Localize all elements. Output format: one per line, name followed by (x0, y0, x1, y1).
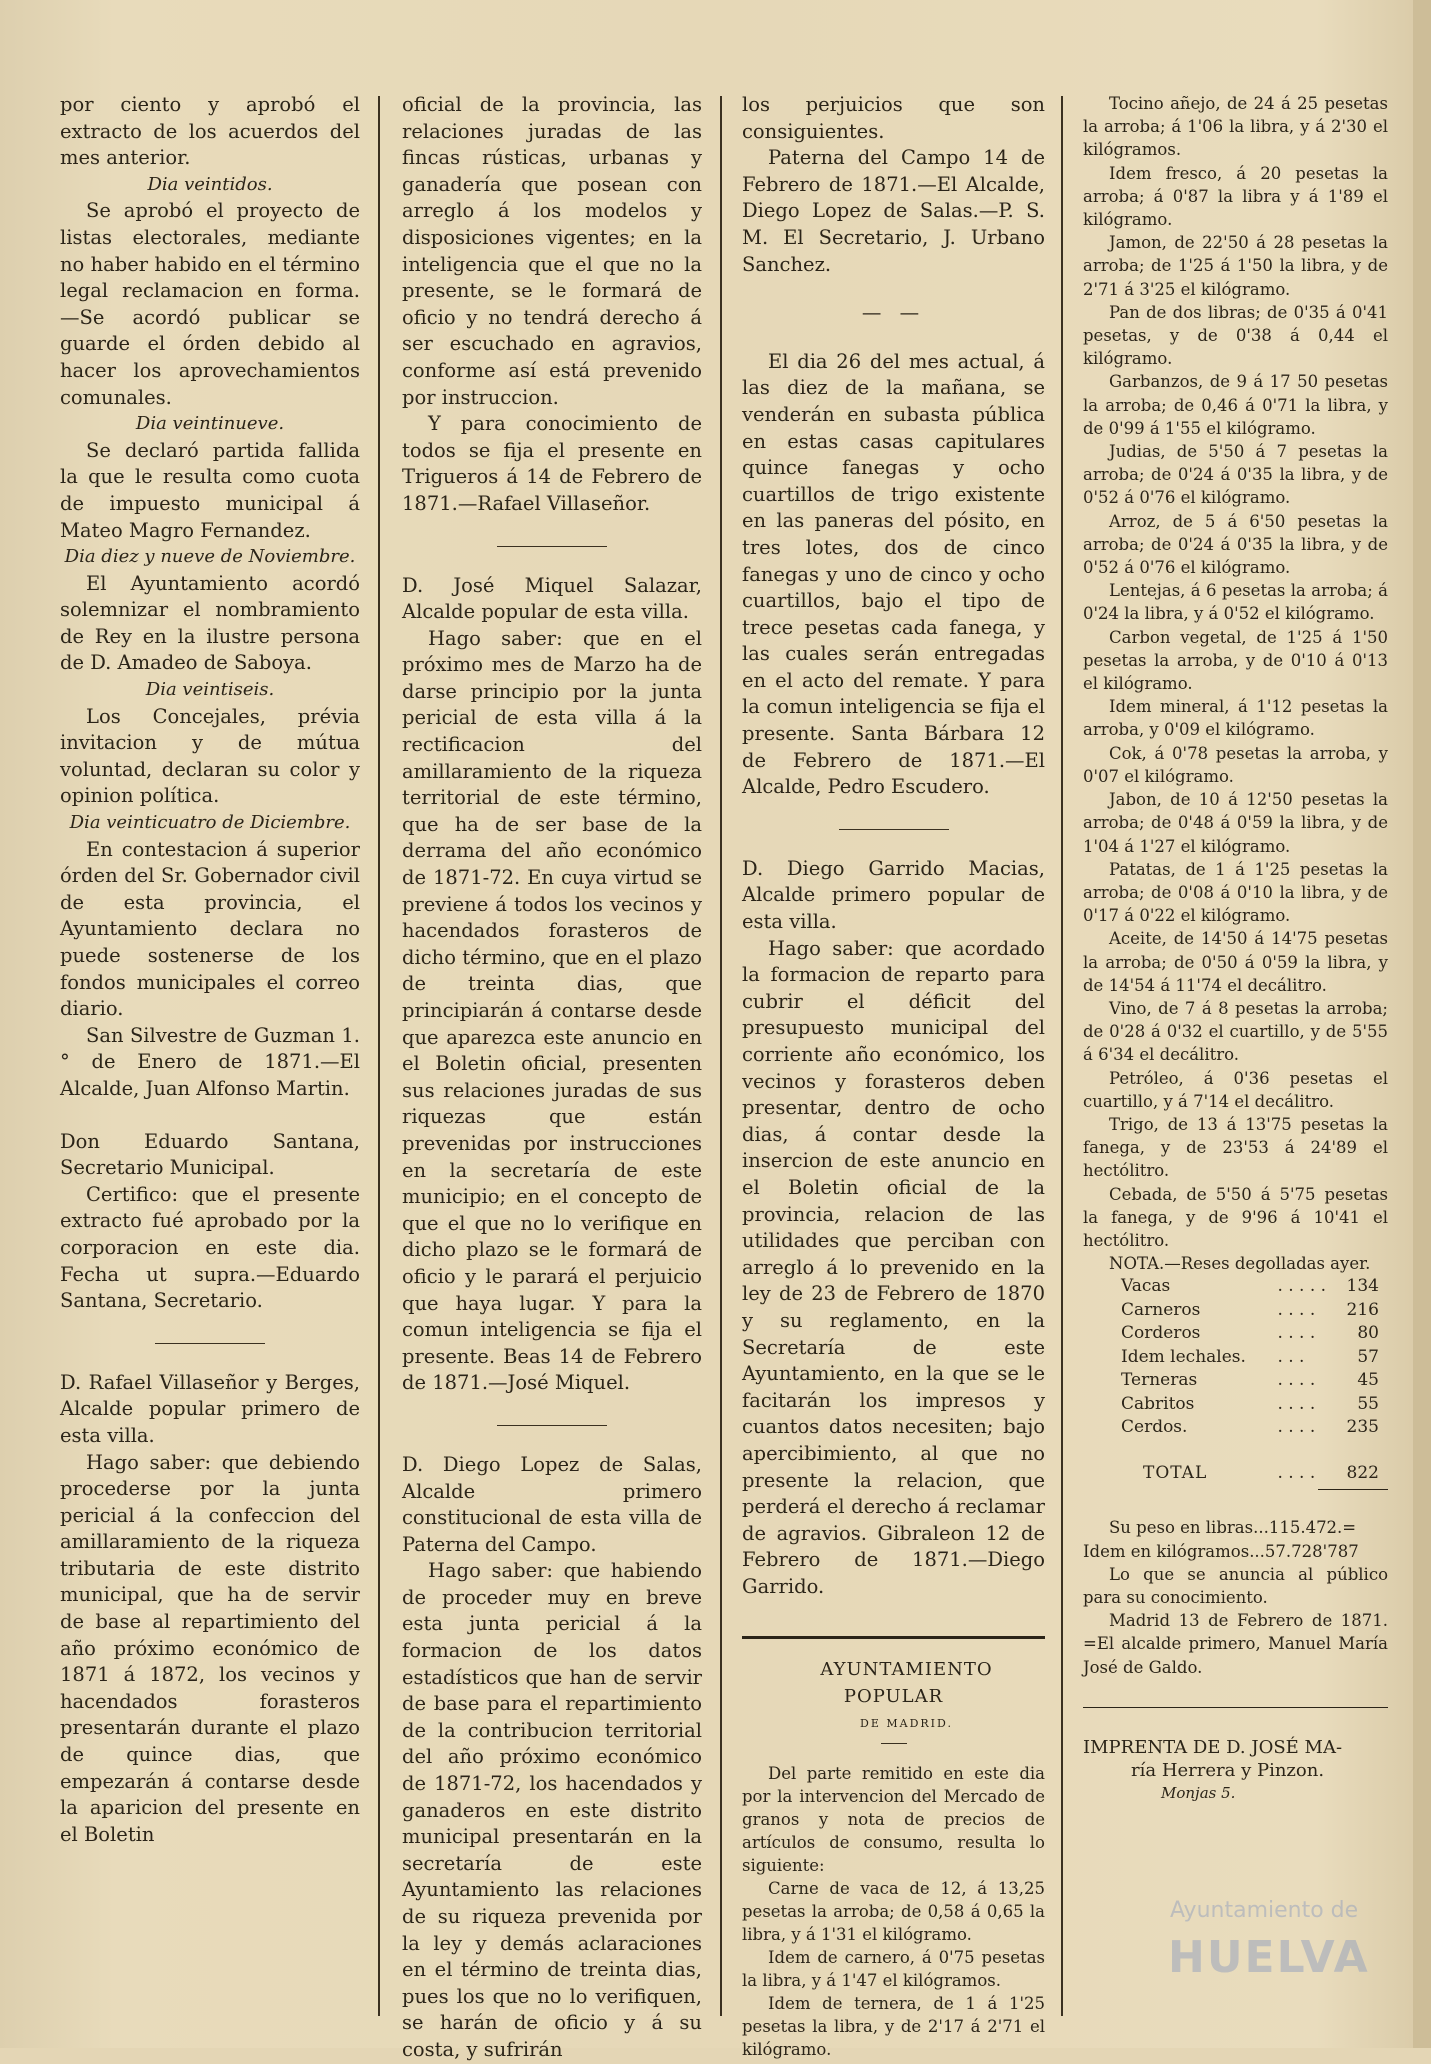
paragraph: por ciento y aprobó el extracto de los acuerdos del mes anterior. (60, 93, 360, 170)
cattle-value: 55 (1357, 1393, 1379, 1414)
column-1 (60, 92, 360, 2022)
paragraph: D. Rafael Villaseñor y Berges, Alcalde popular primero de esta villa. (60, 1370, 360, 1447)
section-separator (497, 546, 607, 547)
paragraph: Don Eduardo Santana, Secretario Municipal. (60, 1129, 360, 1180)
cattle-value: 45 (1357, 1370, 1379, 1391)
price-item: Lentejas, á 6 pesetas la arroba; á 0'24 la libra, y á 0'52 el kilógramo. (1083, 581, 1388, 624)
price-item: Idem mineral, á 1'12 pesetas la arroba, y 0'09 el kilógramo. (1083, 697, 1388, 740)
paragraph: Hago saber: que en el próximo mes de Marzo ha de darse principio por la junta pericial de esta villa á la rectificacion del amillaramiento de la riqueza territorial de este término, que ha de ser base de la derrama del año económico de 1871-72. En cuya virtud se previene á todos los vecinos y hacendados forasteros de dicho término, que en el plazo de treinta dias, que principiarán á contarse desde que aparezca este anuncio en el Boletin oficial, presenten sus relaciones juradas de sus riquezas que están prevenidas por instrucciones en la secretaría de este municipio; en el concepto de que el que no lo verifique en dicho plazo se le formará de oficio y le parará el perjuicio que haya lugar. Y para la comun inteligencia se fija el presente. Beas 14 de Febrero de 1871.—José Miquel. (402, 626, 702, 1395)
price-item: Idem de ternera, de 1 á 1'25 pesetas la libra, y de 2'17 á 2'71 el kilógramo. (742, 1994, 1045, 2060)
paragraph: El Ayuntamiento acordó solemnizar el nombramiento de Rey en la ilustre persona de D. Amadeo de Saboya. (60, 571, 360, 675)
column-rule (720, 96, 722, 2016)
price-item: Carbon vegetal, de 1'25 á 1'50 pesetas la arroba, y de 0'10 á 0'13 el kilógramo. (1083, 627, 1388, 694)
total-value: 822 (1346, 1462, 1379, 1483)
weight-kg: Idem en kilógramos...57.728'787 (1083, 1541, 1359, 1561)
stamp-logo-text: HUELVA (1168, 1932, 1370, 1983)
paragraph: D. Diego Lopez de Salas, Alcalde primero constitucional de esta villa de Paterna del Campo. (402, 1452, 702, 1556)
price-item: Jamon, de 22'50 á 28 pesetas la arroba; de 1'25 á 1'50 la libra, y de 2'71 á 3'25 el kilógramo. (1083, 233, 1388, 299)
column-2 (402, 92, 702, 2061)
cattle-dots: . . . . (1277, 1370, 1316, 1391)
paragraph: Y para conocimiento de todos se fija el presente en Trigueros á 14 de Febrero de 1871.—Rafael Villaseñor. (402, 412, 702, 515)
paragraph: Se aprobó el proyecto de listas electorales, mediante no haber habido en el término legal reclamacion en forma. —Se acordó publicar se guarde el órden debido al hacer los aprovechamientos comunales. (60, 199, 360, 409)
paragraph: Hago saber: que debiendo procederse por la junta pericial á la confeccion del amillaramiento de la riqueza tributaria de este distrito municipal, que ha de servir de base al repartimiento del año próximo económico de 1871 á 1872, los vecinos y hacendados forasteros presentarán durante el plazo de quince dias, que empezarán á contarse desde la aparicion del presente en el Boletin (60, 1450, 360, 1846)
page-edge (1413, 0, 1431, 2048)
cattle-name: Terneras (1121, 1370, 1198, 1391)
cattle-name: Corderos (1121, 1323, 1201, 1344)
stamp-line: Ayuntamiento de (1170, 1898, 1359, 1923)
cattle-name: Carneros (1121, 1299, 1201, 1320)
column-rule (378, 96, 380, 2016)
price-item: Tocino añejo, de 24 á 25 pesetas la arroba; á 1'06 la libra, y á 2'30 el kilógramos. (1083, 94, 1388, 160)
column-rule (1061, 96, 1063, 2016)
imprint-line: ría Herrera y Pinzon. (1131, 1759, 1325, 1781)
table-row (1121, 1416, 1379, 1440)
cattle-dots: . . . . . (1277, 1276, 1327, 1297)
paragraph: Paterna del Campo 14 de Febrero de 1871.—El Alcalde, Diego Lopez de Salas.—P. S. M. El Secretario, J. Urbano Sanchez. (742, 146, 1045, 276)
price-item: Petróleo, á 0'36 pesetas el cuartillo, y á 7'14 el decálitro. (1083, 1068, 1388, 1111)
paragraph: D. José Miquel Salazar, Alcalde popular de esta villa. (402, 573, 702, 624)
price-item: Pan de dos libras; de 0'35 á 0'41 pesetas, y de 0'38 á 0,44 el kilógramo. (1083, 302, 1388, 369)
price-item: Aceite, de 14'50 á 14'75 pesetas la arroba; de 0'50 á 0'59 la libra, y de 14'54 á 11'74 el decálitro. (1083, 929, 1388, 995)
weight-libras: Su peso en libras...115.472.= (1109, 1518, 1357, 1538)
imprint-line: IMPRENTA DE D. JOSÉ MA- (1083, 1736, 1343, 1758)
dash-separator: — — (861, 301, 926, 325)
cattle-name: Cerdos. (1121, 1417, 1188, 1438)
cattle-value: 57 (1357, 1346, 1379, 1367)
section-subheading: DE MADRID. (860, 1716, 953, 1730)
cattle-dots: . . . . (1277, 1417, 1316, 1438)
total-dots: . . . . (1277, 1462, 1316, 1483)
cattle-dots: . . . . (1277, 1323, 1316, 1344)
price-item: Trigo, de 13 á 13'75 pesetas la fanega, y de 23'53 á 24'89 el hectólitro. (1083, 1114, 1388, 1181)
price-list (1083, 92, 1388, 1252)
paragraph: Se declaró partida fallida la que le resulta como cuota de impuesto municipal á Mateo Magro Fernandez. (60, 438, 360, 542)
section-heading: AYUNTAMIENTO POPULAR (820, 1659, 993, 1708)
cattle-name: Vacas (1121, 1276, 1171, 1297)
cattle-dots: . . . . (1277, 1299, 1316, 1320)
nota-line: NOTA.—Reses degolladas ayer. (1109, 1254, 1371, 1274)
column-4 (1083, 92, 1388, 2022)
price-item: Patatas, de 1 á 1'25 pesetas la arroba; de 0'08 á 0'10 la libra, y de 0'17 á 0'22 el kilógramo. (1083, 859, 1388, 926)
total-row (1121, 1440, 1379, 1486)
session-date: Dia diez y nueve de Noviembre. (64, 546, 356, 568)
cattle-dots: . . . . (1277, 1393, 1316, 1414)
paragraph: Del parte remitido en este dia por la intervencion del Mercado de granos y nota de precios de artículos de consumo, resulta lo siguiente: (742, 1764, 1045, 1876)
section-separator (839, 829, 949, 830)
table-row (1121, 1346, 1379, 1370)
paragraph: oficial de la provincia, las relaciones juradas de las fincas rústicas, urbanas y ganadería que posean con arreglo á los modelos y disposiciones vigentes; en la inteligencia que el que no la presente, se le formará de oficio y no tendrá derecho á ser escuchado en agravios, conforme así está prevenido por instruccion. (402, 93, 702, 409)
cattle-value: 235 (1346, 1417, 1379, 1438)
total-label: TOTAL (1143, 1462, 1208, 1483)
session-date: Dia veinticuatro de Diciembre. (69, 812, 351, 834)
session-date: Dia veintiseis. (145, 679, 275, 701)
heavy-rule (742, 1636, 1045, 1639)
paragraph: D. Diego Garrido Macias, Alcalde primero popular de esta villa. (742, 856, 1045, 934)
paragraph: Lo que se anuncia al público para su conocimiento. (1083, 1564, 1388, 1607)
price-item: Carne de vaca de 12, á 13,25 pesetas la arroba; de 0,58 á 0,65 la libra, y á 1'31 el kilógramo. (742, 1879, 1045, 1945)
cattle-name: Idem lechales. (1121, 1346, 1246, 1367)
cattle-name: Cabritos (1121, 1393, 1195, 1414)
table-row (1121, 1299, 1379, 1323)
price-item: Judias, de 5'50 á 7 pesetas la arroba; de 0'24 á 0'35 la libra, y de 0'52 á 0'76 el kilógramo. (1083, 442, 1388, 508)
imprint-address: Monjas 5. (1161, 1784, 1236, 1803)
slaughter-table (1121, 1275, 1379, 1485)
table-row (1121, 1369, 1379, 1393)
cattle-value: 216 (1346, 1299, 1379, 1320)
price-item: Cok, á 0'78 pesetas la arroba, y 0'07 el kilógramo. (1083, 743, 1388, 786)
paragraph: Hago saber: que habiendo de proceder muy en breve esta junta pericial á la formacion de los datos estadísticos que han de servir de base para el repartimiento de la contribucion territorial del año próximo económico de 1871-72, los hacendados y ganaderos en este distrito municipal presentarán en la secretaría de este Ayuntamiento las relaciones de su riqueza prevenida por la ley y demás aclaraciones en el término de treinta dias, pues los que no lo verifiquen, se harán de oficio y á su costa, y sufrirán (402, 1559, 702, 2061)
cattle-value: 80 (1357, 1323, 1379, 1344)
printer-imprint (1083, 1707, 1388, 1806)
price-item: Jabon, de 10 á 12'50 pesetas la arroba; de 0'48 á 0'59 la libra, y de 1'04 á 1'27 el kilógramo. (1083, 790, 1388, 856)
cattle-dots: . . . (1277, 1346, 1305, 1367)
price-item: Vino, de 7 á 8 pesetas la arroba; de 0'28 á 0'32 el cuartillo, y de 5'55 á 6'34 el decálitro. (1083, 998, 1388, 1065)
price-item: Garbanzos, de 9 á 17 50 pesetas la arroba; de 0,46 á 0'71 la libra, y de 0'99 á 1'55 el kilógramo. (1083, 372, 1388, 438)
table-row (1121, 1393, 1379, 1417)
paragraph: Certifico: que el presente extracto fué aprobado por la corporacion en este dia. Fecha ut supra.—Eduardo Santana, Secretario. (60, 1182, 360, 1313)
paragraph: El dia 26 del mes actual, á las diez de la mañana, se venderán en subasta pública en estas casas capitulares quince fanegas y ocho cuartillos de trigo existente en las paneras del pósito, en tres lotes, dos de cinco fanegas y uno de cinco y ocho cuartillos, bajo el tipo de trece pesetas cada fanega, y las cuales serán entregadas en el acto del remate. Y para la comun inteligencia se fija el presente. Santa Bárbara 12 de Febrero de 1871.—El Alcalde, Pedro Escudero. (742, 349, 1045, 799)
price-item: Idem fresco, á 20 pesetas la arroba; á 0'87 la libra y á 1'89 el kilógramo. (1083, 163, 1388, 230)
column-3 (742, 92, 1045, 2060)
cattle-value: 134 (1346, 1276, 1379, 1297)
table-row (1121, 1275, 1379, 1299)
mini-rule (881, 1743, 907, 1744)
price-item: Cebada, de 5'50 á 5'75 pesetas la fanega, y de 9'96 á 10'41 el hectólitro. (1083, 1184, 1388, 1250)
paragraph: los perjuicios que son consiguientes. (742, 93, 1045, 143)
price-item: Idem de carnero, á 0'75 pesetas la libra, y á 1'47 el kilógramos. (742, 1948, 1045, 1991)
session-date: Dia veintinueve. (135, 413, 285, 435)
table-row (1121, 1322, 1379, 1346)
paragraph: Los Concejales, prévia invitacion y de mútua voluntad, declaran su color y opinion política. (60, 704, 360, 808)
paragraph: Madrid 13 de Febrero de 1871. =El alcalde primero, Manuel María José de Galdo. (1083, 1611, 1388, 1677)
price-item: Arroz, de 5 á 6'50 pesetas la arroba; de 0'24 á 0'35 la libra, y de 0'52 á 0'76 el kilógramo. (1083, 511, 1388, 578)
paragraph: Hago saber: que acordado la formacion de reparto para cubrir el déficit del presupuesto municipal del corriente año económico, los vecinos y forasteros deben presentar, dentro de ocho dias, á contar desde la insercion de este anuncio en el Boletin oficial de la provincia, relacion de las utilidades que perciban con arreglo á lo prevenido en la ley de 23 de Febrero de 1870 y su reglamento, en la Secretaría de este Ayuntamiento, en la que se le facitarán los impresos y cuantos datos necesiten; bajo apercibimiento, al que no presente la relacion, que perderá el derecho á reclamar de agravios. Gibraleon 12 de Febrero de 1871.—Diego Garrido. (742, 936, 1045, 1598)
section-separator (155, 1343, 265, 1344)
paragraph: San Silvestre de Guzman 1.° de Enero de 1871.—El Alcalde, Juan Alfonso Martin. (60, 1023, 360, 1100)
session-date: Dia veintidos. (147, 173, 273, 195)
paragraph: En contestacion á superior órden del Sr. Gobernador civil de esta provincia, el Ayuntamiento declara no puede sostenerse de los fondos municipales el correo diario. (60, 837, 360, 1021)
section-separator (497, 1425, 607, 1426)
